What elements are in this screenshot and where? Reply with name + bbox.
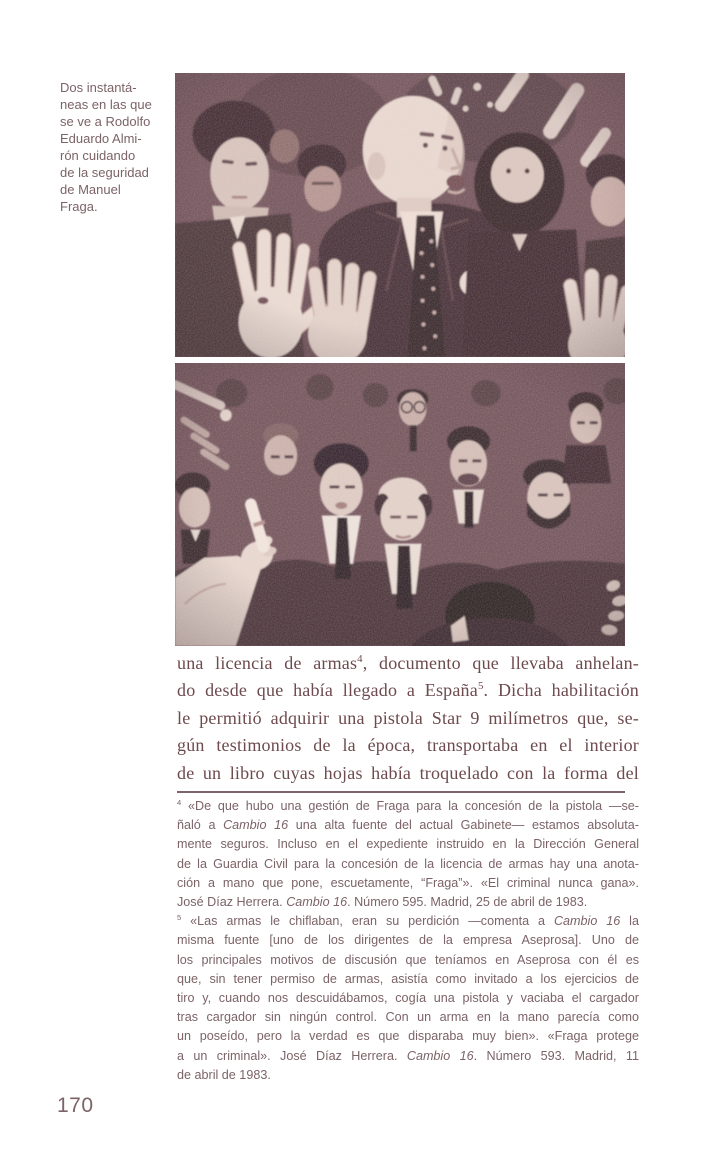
text-line: $^5$ «Las armas le chiflaban, eran su perdición —comenta a Cambio 16 la [177,913,639,929]
text-line: rón cuidando [60,148,136,163]
text-line: que, sin tener permiso de armas, asistía como invitado a los ejercicios de [177,971,639,986]
footnote-divider [177,791,625,793]
text-line: los principales motivos de discusión que teníamos en Aseprosa con él es [177,952,639,967]
text-line: José Díaz Herrera. Cambio 16. Número 595. Madrid, 25 de abril de 1983. [177,895,588,910]
text-line: $^4$ «De que hubo una gestión de Fraga para la concesión de la pistola —se- [177,797,639,813]
photo-caption [60,79,174,215]
photo-fraga-crowd-bottom [175,363,625,646]
text-line: Dos instantá- [60,80,137,95]
text-line: tras cargador sin ningún control. Con un arma en la mano parecía como [177,1010,639,1025]
text-line: de la Guardia Civil para la concesión de la licencia de armas hay una anota- [177,856,639,871]
text-line: neas en las que [60,97,152,112]
text-line: misma fuente [uno de los dirigentes de la empresa Aseprosa]. Uno de [177,933,639,948]
text-line: do desde que había llegado a España$^5$. Dicha habilitación [177,680,640,701]
footnote-5 [177,912,639,1085]
page-number: 170 [57,1094,94,1117]
body-paragraph [177,650,639,787]
text-line: Eduardo Almi- [60,131,142,146]
text-line: una licencia de armas$^4$, documento que llevaba anhelan- [177,653,639,673]
text-line: se ve a Rodolfo [60,114,151,129]
text-line: gún testimonios de la época, transportaba en el interior [177,735,639,756]
text-line: Fraga. [60,199,98,214]
text-line: un poseído, pero la verdad es que disparaba muy bien». «Fraga protege [177,1029,639,1044]
text-line: mente seguros. Incluso en el expediente instruido en la Dirección General [177,837,639,852]
crowd-photo-bottom-illustration [175,363,625,646]
footnote-4 [177,797,639,912]
text-line: a un criminal». José Díaz Herrera. Cambio 16. Número 593. Madrid, 11 [177,1048,639,1063]
photo-fraga-crowd-top [175,73,625,357]
text-line: tiro y, cuando nos descuidábamos, cogía una pistola y vaciaba el cargador [177,991,639,1006]
crowd-photo-top-illustration [175,73,625,357]
text-line: de abril de 1983. [177,1067,271,1082]
text-line: ción a mano que pone, escuetamente, “Fraga”». «El criminal nunca gana». [177,875,639,890]
text-line: de la seguridad [60,165,149,180]
text-line: ñaló a Cambio 16 una alta fuente del actual Gabinete— estamos absoluta- [177,818,640,833]
text-line: de un libro cuyas hojas había troquelado con la forma del [177,762,639,783]
footnotes [177,797,639,1085]
text-line: de Manuel [60,182,121,197]
text-line: le permitió adquirir una pistola Star 9 milímetros que, se- [177,707,639,728]
